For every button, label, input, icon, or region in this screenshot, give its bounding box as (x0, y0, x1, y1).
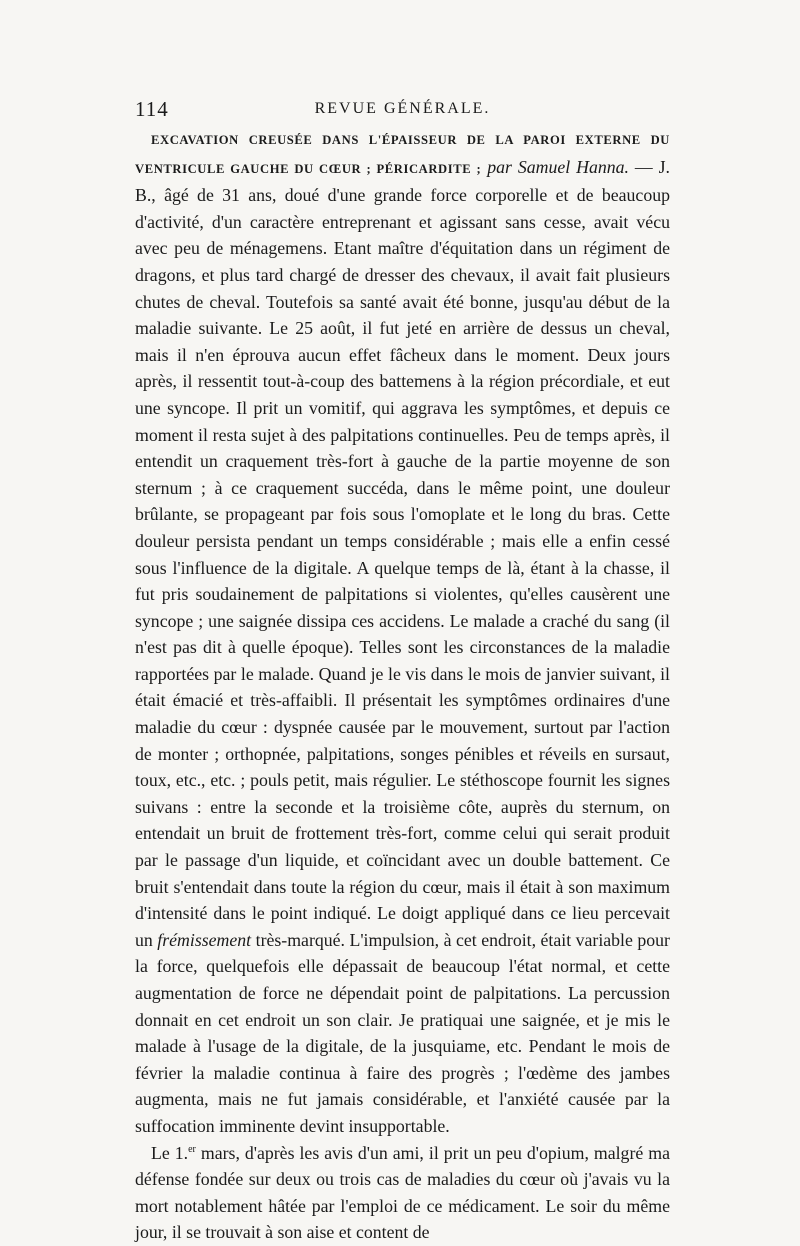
page-number: 114 (135, 97, 169, 121)
ordinal-superscript: er (188, 1143, 196, 1155)
paragraph-1-text: — J. B., âgé de 31 ans, doué d'une grande force corporelle et de beaucoup d'activité, d'un caractère entreprenant et agissant sans cesse, avait vécu avec peu de ménagemens. Etant maître d'équitation dans un régiment de dragons, et plus tard chargé de dresser des chevaux, il avait fait plusieurs chutes de cheval. Toutefois sa santé avait été bonne, jusqu'au début de la maladie suivante. Le 25 août, il fut jeté en arrière de dessus un cheval, mais il n'en éprouva aucun effet fâcheux dans le moment. Deux jours après, il ressentit tout-à-coup des battemens à la région précordiale, et eut une syncope. Il prit un vomitif, qui aggrava les symptômes, et depuis ce moment il resta sujet à des palpitations continuelles. Peu de temps après, il entendit un craquement très-fort à gauche de la partie moyenne de son sternum ; à ce craquement succéda, dans le même point, une douleur brûlante, se propageant par fois sous l'omoplate et le long du bras. Cette douleur persista pendant un temps considérable ; mais elle a enfin cessé sous l'influence de la digitale. A quelque temps de là, étant à la chasse, il fut pris soudainement de palpitations si violentes, qu'elles causèrent une syncope ; une saignée dissipa ces accidens. Le malade a craché du sang (il n'est pas dit à quelle époque). Telles sont les circonstances de la maladie rapportées par le malade. Quand je le vis dans le mois de janvier suivant, il était émacié et très-affaibli. Il présentait les symptômes ordinaires d'une maladie du cœur : dyspnée causée par le mouvement, surtout par l'action de monter ; orthopnée, palpitations, songes pénibles et réveils en sursaut, toux, etc., etc. ; pouls petit, mais régulier. Le stéthoscope fournit les signes suivans : entre la seconde et la troisième côte, auprès du sternum, on entendait un bruit de frottement très-fort, comme celui qui serait produit par le passage d'un liquide, et coïncidant avec un double battement. Ce bruit s'entendait dans toute la région du cœur, mais il était à son maximum d'intensité dans le point indiqué. Le doigt appliqué dans ce lieu percevait un (135, 156, 670, 950)
byline-par: par (487, 156, 512, 177)
page-header (135, 97, 670, 123)
italic-term: frémissement (157, 929, 252, 950)
article-title: EXCAVATION CREUSÉE DANS L'ÉPAISSEUR DE LA PAROI EXTERNE DU VENTRICULE GAUCHE DU CŒUR ; PÉRICARDITE ; (135, 133, 670, 176)
paragraph-2-text: mars, d'après les avis d'un ami, il prit un peu d'opium, malgré ma défense fondée sur deux ou trois cas de maladies du cœur où j'avais vu la mort notablement hâtée par l'emploi de ce médicament. Le soir du même jour, il se trouvait à son aise et content de (135, 1142, 670, 1243)
article-body (135, 125, 670, 1246)
paragraph-2-date: Le 1. (151, 1142, 189, 1163)
author-name: Samuel Hanna. (517, 156, 629, 177)
paragraph-1 (135, 125, 670, 1140)
paragraph-2 (135, 1140, 670, 1246)
paragraph-1-end: très-marqué. L'impulsion, à cet endroit, était variable pour la force, quelquefois elle dépassait de beaucoup l'état normal, et cette augmentation de force ne dépendait point de palpitations. La percussion donnait en cet endroit un son clair. Je pratiquai une saignée, et je mis le malade à l'usage de la digitale, de la jusquiame, etc. Pendant le mois de février la maladie continua à faire des progrès ; l'œdème des jambes augmenta, mais ne fut jamais considérable, et l'anxiété causée par la suffocation imminente devint insupportable. (135, 929, 670, 1136)
running-head: REVUE GÉNÉRALE. (314, 100, 491, 117)
